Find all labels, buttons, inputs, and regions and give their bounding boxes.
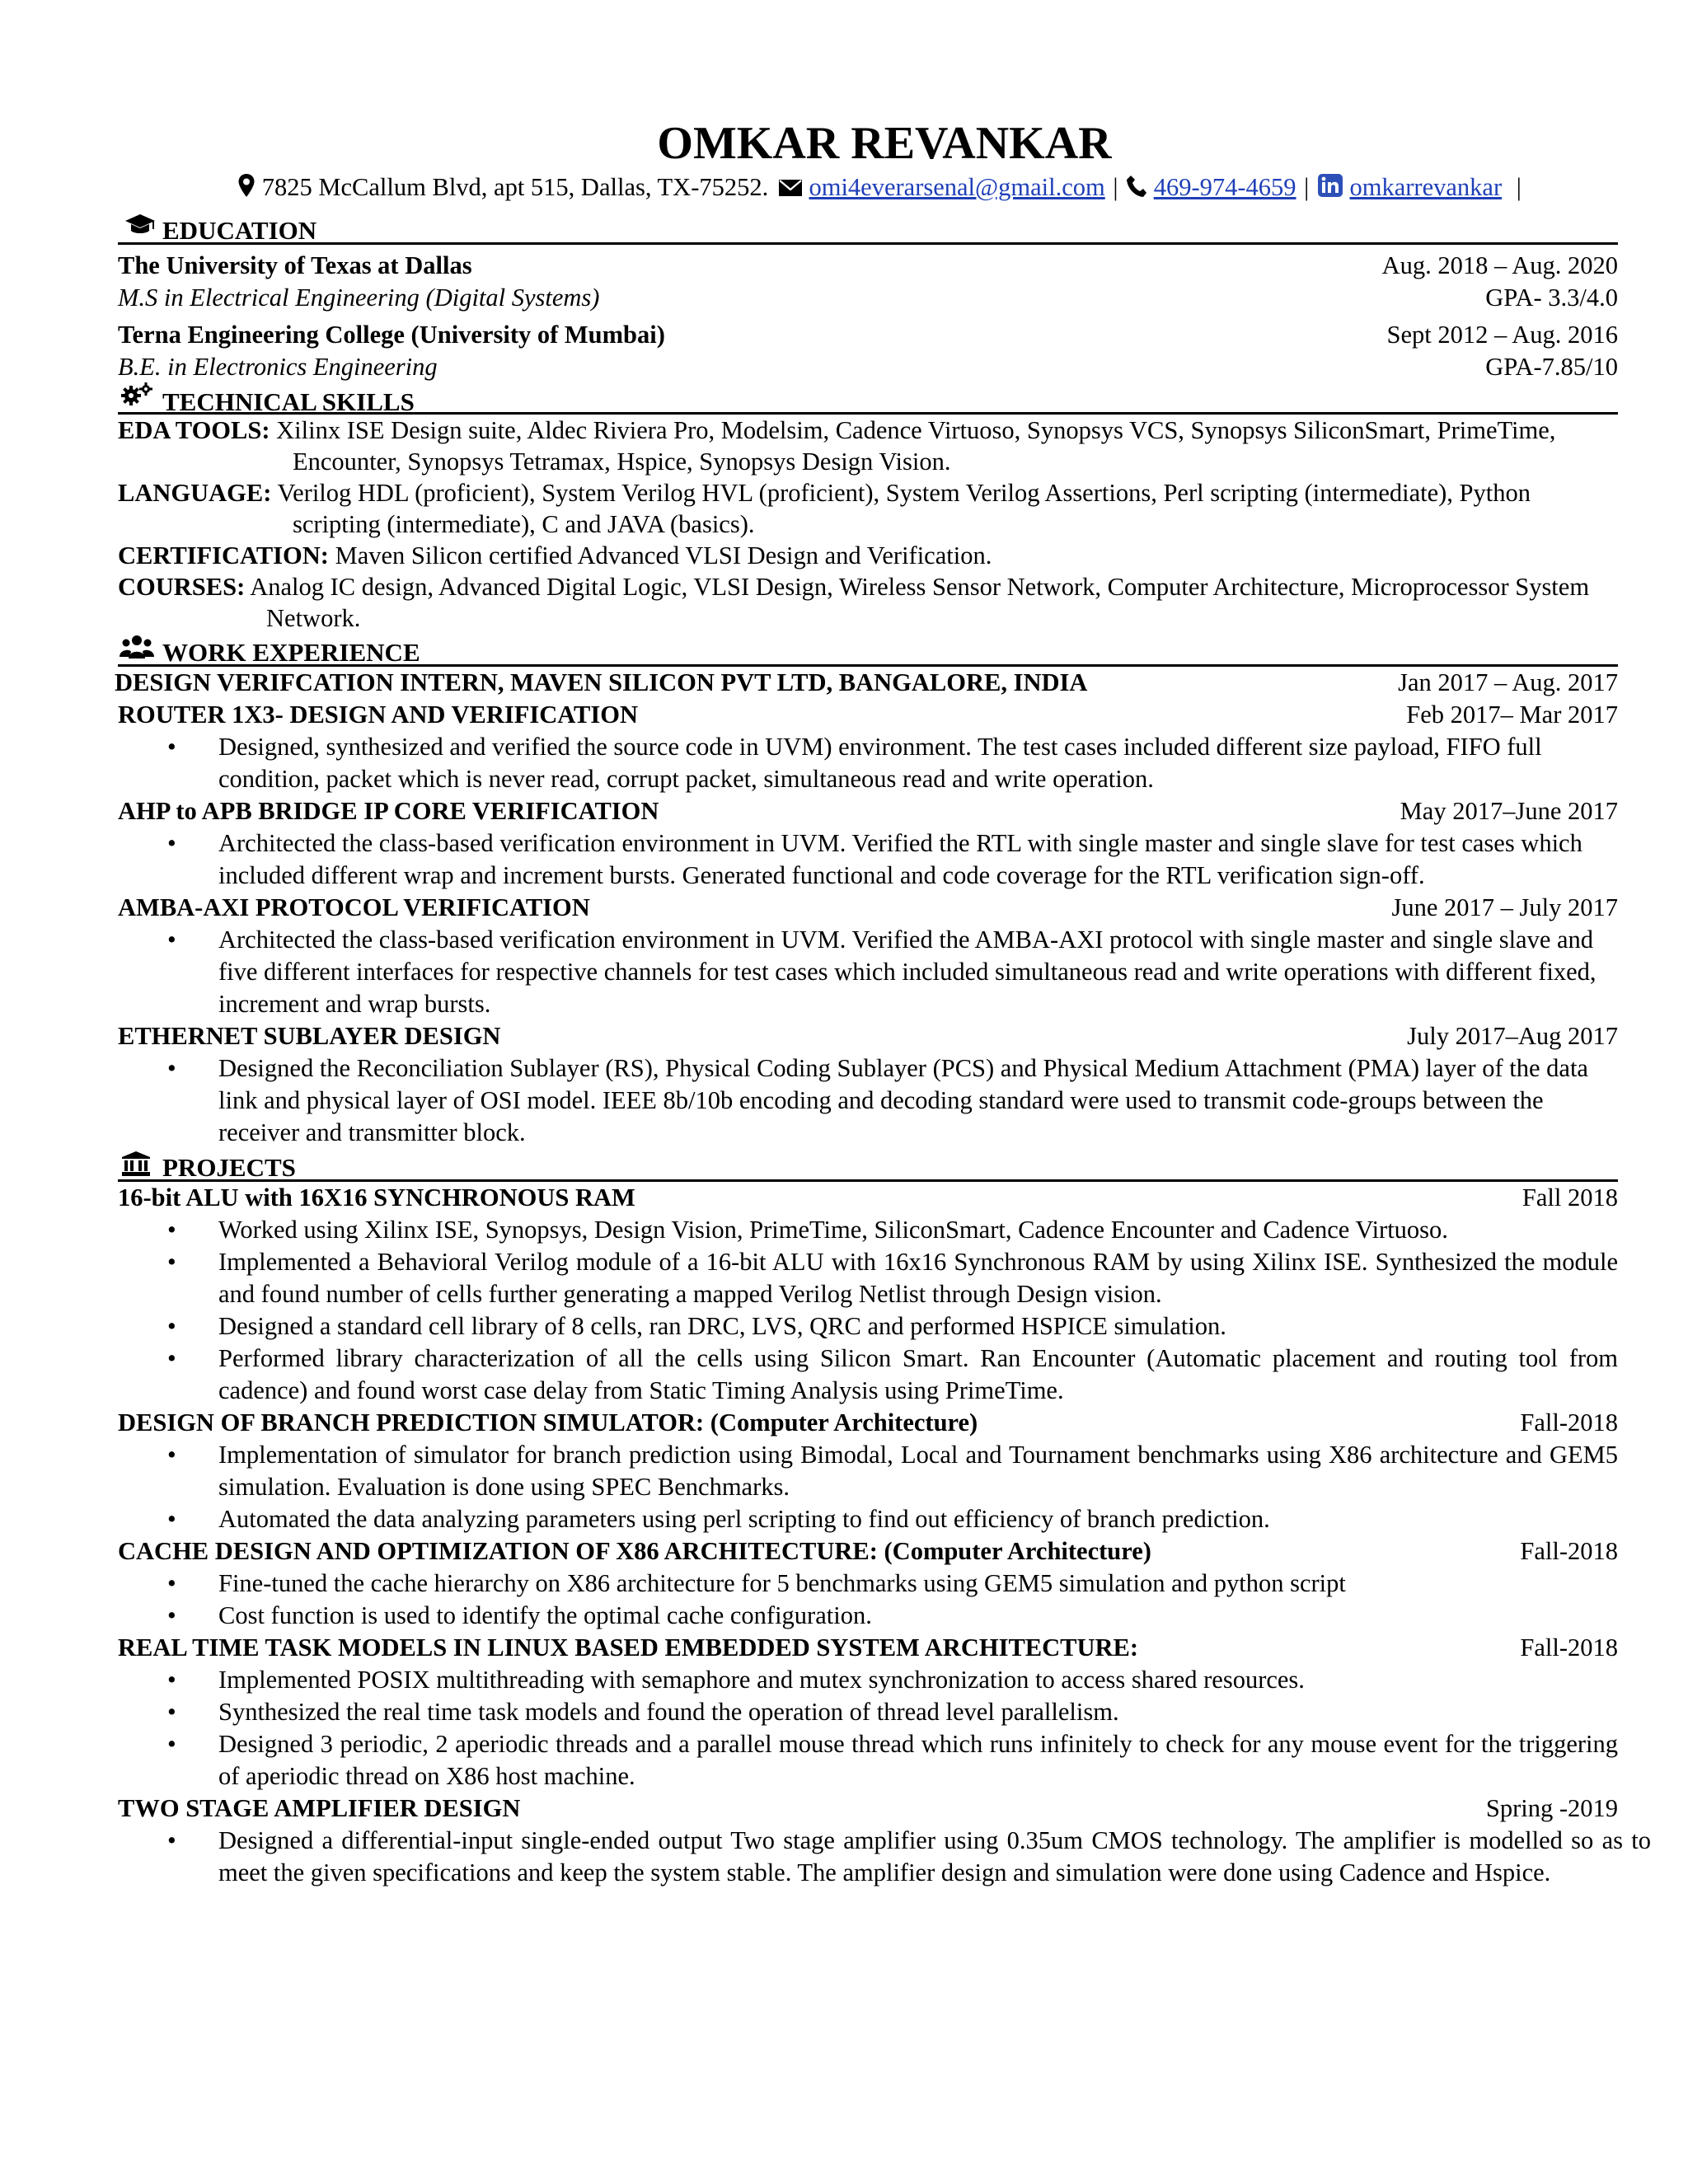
bullet-list	[118, 1214, 1618, 1407]
project-dates: Fall-2018	[1520, 1633, 1618, 1661]
work-project-dates: June 2017 – July 2017	[1391, 893, 1618, 921]
project-dates: Fall-2018	[1520, 1537, 1618, 1565]
project-item	[118, 1535, 1618, 1632]
bullet-text: Designed a differential-input single-ended output Two stage amplifier using 0.35um CMOS technology. The amplifier is modelled so as to meet the given specifications and keep the system stable. The amplifier design and simulation were done using Cadence and Hspice.	[218, 1826, 1651, 1886]
skill-courses	[118, 571, 1618, 634]
skill-label: LANGUAGE:	[118, 479, 272, 507]
list-item: • Synthesized the real time task models and found the operation of thread level parallelism.	[167, 1698, 1119, 1726]
bullet-text: Fine-tuned the cache hierarchy on X86 architecture for 5 benchmarks using GEM5 simulation and python script	[218, 1569, 1346, 1597]
project-item	[118, 1407, 1618, 1535]
project-name: DESIGN OF BRANCH PREDICTION SIMULATOR: (Computer Architecture)	[118, 1408, 978, 1436]
work-project-name: ROUTER 1X3- DESIGN AND VERIFICATION	[118, 701, 638, 729]
list-item: • Automated the data analyzing parameters using perl scripting to find out efficiency of branch prediction.	[167, 1505, 1270, 1533]
gpa-value: GPA-7.85/10	[1485, 353, 1618, 381]
work-project-name: ETHERNET SUBLAYER DESIGN	[118, 1022, 501, 1050]
skill-text: Xilinx ISE Design suite, Aldec Riviera Pro, Modelsim, Cadence Virtuoso, Synopsys VCS, Synopsys SiliconSmart, PrimeTime, Encounter, Synopsys Tetramax, Hspice, Synopsys Design Vision.	[276, 416, 1556, 476]
work-project	[118, 1020, 1618, 1149]
bullet-list	[118, 924, 1618, 1020]
users-icon	[120, 634, 154, 668]
address-text: 7825 McCallum Blvd, apt 515, Dallas, TX-75252.	[261, 173, 769, 201]
education-entry	[118, 250, 1618, 314]
section-divider	[118, 1179, 1618, 1182]
list-item: • Designed a differential-input single-ended output Two stage amplifier using 0.35um CMOS technology. The amplifier is modelled so as to meet the given specifications and keep the system stable. The amplifier design and simulation were done using Cadence and Hspice.	[167, 1826, 1651, 1886]
map-pin-icon	[237, 173, 256, 205]
list-item: • Cost function is used to identify the optimal cache configuration.	[167, 1601, 872, 1629]
skill-text: Analog IC design, Advanced Digital Logic, VLSI Design, Wireless Sensor Network, Computer Architecture, Microprocessor System Network.	[250, 573, 1590, 632]
work-project-name: AMBA-AXI PROTOCOL VERIFICATION	[118, 893, 590, 921]
bullet-text: Cost function is used to identify the optimal cache configuration.	[218, 1601, 872, 1629]
work-project-dates: May 2017–June 2017	[1400, 797, 1618, 825]
work-project-dates: Feb 2017– Mar 2017	[1406, 701, 1618, 729]
bullet-list	[118, 731, 1618, 795]
bullet-list	[118, 1052, 1618, 1149]
bullet-text: Architected the class-based verification environment in UVM. Verified the AMBA-AXI protocol with single master and single slave and five different interfaces for respective channels for test cases which included simultaneous read and write operations with different fixed, increment and wrap bursts.	[218, 926, 1597, 1018]
contact-separator: |	[1516, 173, 1522, 201]
list-item: • Architected the class-based verification environment in UVM. Verified the AMBA-AXI protocol with single master and single slave and five different interfaces for respective channels for test cases which included simultaneous read and write operations with different fixed, increment and wrap bursts.	[167, 926, 1597, 1018]
bullet-text: Architected the class-based verification environment in UVM. Verified the RTL with single master and single slave for test cases which included different wrap and increment bursts. Generated functional and code coverage for the RTL verification sign-off.	[218, 829, 1582, 889]
bullet-text: Implemented POSIX multithreading with semaphore and mutex synchronization to access shared resources.	[218, 1666, 1305, 1694]
list-item: • Implemented a Behavioral Verilog module of a 16-bit ALU with 16x16 Synchronous RAM by using Xilinx ISE. Synthesized the module and found number of cells further generating a mapped Verilog Netlist through Design vision.	[167, 1248, 1618, 1308]
skill-certification	[118, 540, 1618, 571]
degree-name: B.E. in Electronics Engineering	[118, 353, 438, 381]
linkedin-link[interactable]: omkarrevankar	[1349, 173, 1503, 201]
section-divider	[118, 242, 1618, 245]
work-project	[118, 795, 1618, 892]
project-dates: Spring -2019	[1485, 1794, 1618, 1822]
work-section-header	[118, 634, 1618, 667]
list-item: • Worked using Xilinx ISE, Synopsys, Design Vision, PrimeTime, SiliconSmart, Cadence Encounter and Cadence Virtuoso.	[167, 1216, 1448, 1244]
bullet-text: Worked using Xilinx ISE, Synopsys, Design Vision, PrimeTime, SiliconSmart, Cadence Encounter and Cadence Virtuoso.	[218, 1216, 1448, 1244]
projects-section-header	[118, 1149, 1618, 1182]
work-project-name: AHP to APB BRIDGE IP CORE VERIFICATION	[118, 797, 659, 825]
bullet-text: Designed the Reconciliation Sublayer (RS), Physical Coding Sublayer (PCS) and Physical Medium Attachment (PMA) layer of the data link and physical layer of OSI model. IEEE 8b/10b encoding and decoding standard were used to transmit code-groups between the receiver and transmitter block.	[218, 1054, 1588, 1146]
skill-eda	[118, 415, 1618, 477]
contact-line	[143, 171, 1618, 205]
project-item	[118, 1182, 1618, 1407]
job-role-row	[115, 667, 1618, 699]
list-item: • Performed library characterization of all the cells using Silicon Smart. Ran Encounter (Automatic placement and routing tool from cadence) and found worst case delay from Static Timing Analysis using PrimeTime.	[167, 1344, 1618, 1404]
list-item: • Fine-tuned the cache hierarchy on X86 architecture for 5 benchmarks using GEM5 simulation and python script	[167, 1569, 1346, 1597]
project-name: 16-bit ALU with 16X16 SYNCHRONOUS RAM	[118, 1183, 635, 1212]
project-name: CACHE DESIGN AND OPTIMIZATION OF X86 ARCHITECTURE: (Computer Architecture)	[118, 1537, 1151, 1565]
resume-content	[115, 117, 1651, 1889]
projects-title: PROJECTS	[162, 1153, 296, 1182]
bullet-text: Automated the data analyzing parameters using perl scripting to find out efficiency of branch prediction.	[218, 1505, 1270, 1533]
bullet-text: Designed 3 periodic, 2 aperiodic threads and a parallel mouse thread which runs infinitely to check for any mouse event for the triggering of aperiodic thread on X86 host machine.	[218, 1730, 1618, 1790]
job-role: DESIGN VERIFCATION INTERN, MAVEN SILICON PVT LTD, BANGALORE, INDIA	[115, 668, 1088, 696]
skill-label: CERTIFICATION:	[118, 541, 329, 569]
project-dates: Fall-2018	[1520, 1408, 1618, 1436]
graduation-cap-icon	[124, 212, 156, 245]
work-project-dates: July 2017–Aug 2017	[1407, 1022, 1618, 1050]
skill-language	[118, 477, 1618, 540]
bullet-text: Designed a standard cell library of 8 cells, ran DRC, LVS, QRC and performed HSPICE simulation.	[218, 1312, 1226, 1340]
education-entry	[118, 319, 1618, 383]
section-divider	[118, 664, 1618, 667]
skills-section-header	[118, 380, 1618, 415]
education-dates: Sept 2012 – Aug. 2016	[1386, 321, 1618, 349]
school-name: The University of Texas at Dallas	[118, 251, 472, 279]
skill-label: COURSES:	[118, 573, 246, 601]
bullet-list	[118, 1568, 1618, 1632]
education-section-header	[118, 209, 1618, 245]
work-title: WORK EXPERIENCE	[162, 638, 420, 667]
skill-text: Maven Silicon certified Advanced VLSI Design and Verification.	[335, 541, 992, 569]
list-item: • Designed a standard cell library of 8 cells, ran DRC, LVS, QRC and performed HSPICE simulation.	[167, 1312, 1226, 1340]
bullet-text: Synthesized the real time task models and found the operation of thread level parallelism.	[218, 1698, 1119, 1726]
project-name: REAL TIME TASK MODELS IN LINUX BASED EMBEDDED SYSTEM ARCHITECTURE:	[118, 1633, 1139, 1661]
project-dates: Fall 2018	[1522, 1183, 1618, 1212]
bullet-text: Performed library characterization of all the cells using Silicon Smart. Ran Encounter (Automatic placement and routing tool from cadence) and found worst case delay from Static Timing Analysis using PrimeTime.	[218, 1344, 1618, 1404]
list-item: • Designed 3 periodic, 2 aperiodic threads and a parallel mouse thread which runs infinitely to check for any mouse event for the triggering of aperiodic thread on X86 host machine.	[167, 1730, 1618, 1790]
candidate-name: OMKAR REVANKAR	[657, 118, 1112, 169]
education-title: EDUCATION	[162, 216, 317, 245]
work-project	[118, 699, 1618, 795]
bullet-list	[118, 1439, 1618, 1535]
email-link[interactable]: omi4everarsenal@gmail.com	[809, 173, 1105, 201]
bullet-list	[118, 827, 1618, 892]
bullet-text: Implementation of simulator for branch prediction using Bimodal, Local and Tournament benchmarks using X86 architecture and GEM5 simulation. Evaluation is done using SPEC Benchmarks.	[218, 1441, 1618, 1501]
bullet-text: Designed, synthesized and verified the source code in UVM) environment. The test cases included different size payload, FIFO full condition, packet which is never read, corrupt packet, simultaneous read and write operation.	[218, 733, 1542, 793]
degree-name: M.S in Electrical Engineering (Digital Systems)	[118, 284, 600, 312]
job-dates: Jan 2017 – Aug. 2017	[1398, 668, 1618, 696]
gpa-value: GPA- 3.3/4.0	[1485, 284, 1618, 312]
list-item: • Designed the Reconciliation Sublayer (RS), Physical Coding Sublayer (PCS) and Physical Medium Attachment (PMA) layer of the data link and physical layer of OSI model. IEEE 8b/10b encoding and decoding standard were used to transmit code-groups between the receiver and transmitter block.	[167, 1054, 1588, 1146]
envelope-icon	[778, 174, 803, 205]
work-project	[118, 892, 1618, 1020]
list-item: • Architected the class-based verification environment in UVM. Verified the RTL with single master and single slave for test cases which included different wrap and increment bursts. Generated functional and code coverage for the RTL verification sign-off.	[167, 829, 1582, 889]
section-divider	[118, 412, 1618, 415]
project-name: TWO STAGE AMPLIFIER DESIGN	[118, 1794, 521, 1822]
bullet-list	[118, 1825, 1651, 1889]
list-item: • Implementation of simulator for branch prediction using Bimodal, Local and Tournament benchmarks using X86 architecture and GEM5 simulation. Evaluation is done using SPEC Benchmarks.	[167, 1441, 1618, 1501]
skills-title: TECHNICAL SKILLS	[162, 387, 415, 416]
skill-text: Verilog HDL (proficient), System Verilog HVL (proficient), System Verilog Assertions, Perl scripting (intermediate), Python scripting (intermediate), C and JAVA (basics).	[277, 479, 1531, 538]
skill-label: EDA TOOLS:	[118, 416, 270, 444]
gears-icon	[121, 382, 154, 416]
list-item: • Implemented POSIX multithreading with semaphore and mutex synchronization to access shared resources.	[167, 1666, 1305, 1694]
linkedin-icon	[1317, 173, 1343, 205]
phone-link[interactable]: 469-974-4659	[1153, 173, 1296, 201]
bullet-text: Implemented a Behavioral Verilog module of a 16-bit ALU with 16x16 Synchronous RAM by using Xilinx ISE. Synthesized the module and found number of cells further generating a mapped Verilog Netlist through Design vision.	[218, 1248, 1618, 1308]
phone-icon	[1126, 174, 1147, 205]
education-dates: Aug. 2018 – Aug. 2020	[1381, 251, 1618, 279]
contact-separator: |	[1113, 173, 1118, 201]
project-item	[118, 1793, 1651, 1889]
school-name: Terna Engineering College (University of Mumbai)	[118, 321, 665, 349]
project-item	[118, 1632, 1618, 1793]
bullet-list	[118, 1664, 1618, 1793]
contact-separator: |	[1304, 173, 1310, 201]
list-item: • Designed, synthesized and verified the source code in UVM) environment. The test cases included different size payload, FIFO full condition, packet which is never read, corrupt packet, simultaneous read and write operation.	[167, 733, 1542, 793]
